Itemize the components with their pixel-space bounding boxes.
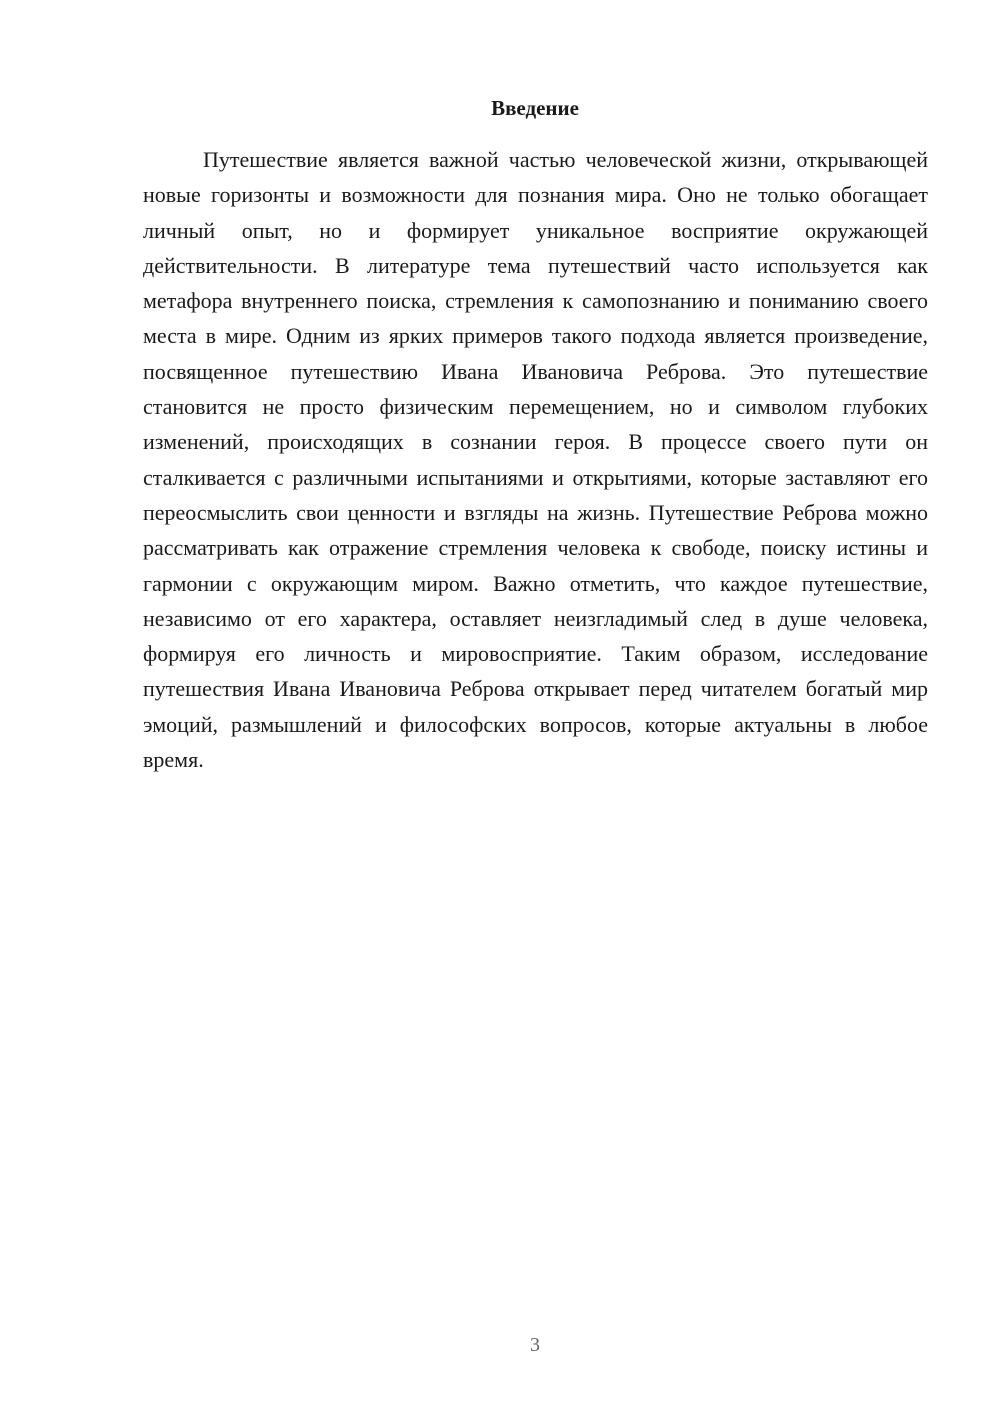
page-number: 3 [530, 1334, 540, 1356]
body-paragraph: Путешествие является важной частью человеческой жизни, открывающей новые горизонты и возможности для познания мира. Оно не только обогащает личный опыт, но и формирует уникальное восприятие окружающей действительности. В литературе тема путешествий часто используется как метафора внутреннего поиска, стремления к самопознанию и пониманию своего места в мире. Одним из ярких примеров такого подхода является произведение, посвященное путешествию Ивана Ивановича Реброва. Это путешествие становится не просто физическим перемещением, но и символом глубоких изменений, происходящих в сознании героя. В процессе своего пути он сталкивается с различными испытаниями и открытиями, которые заставляют его переосмыслить свои ценности и взгляды на жизнь. Путешествие Реброва можно рассматривать как отражение стремления человека к свободе, поиску истины и гармонии с окружающим миром. Важно отметить, что каждое путешествие, независимо от его характера, оставляет неизгладимый след в душе человека, формируя его личность и мировосприятие. Таким образом, исследование путешествия Ивана Ивановича Реброва открывает перед читателем богатый мир эмоций, размышлений и философских вопросов, которые актуальны в любое время. [143, 147, 928, 773]
section-heading: Введение [491, 96, 579, 120]
